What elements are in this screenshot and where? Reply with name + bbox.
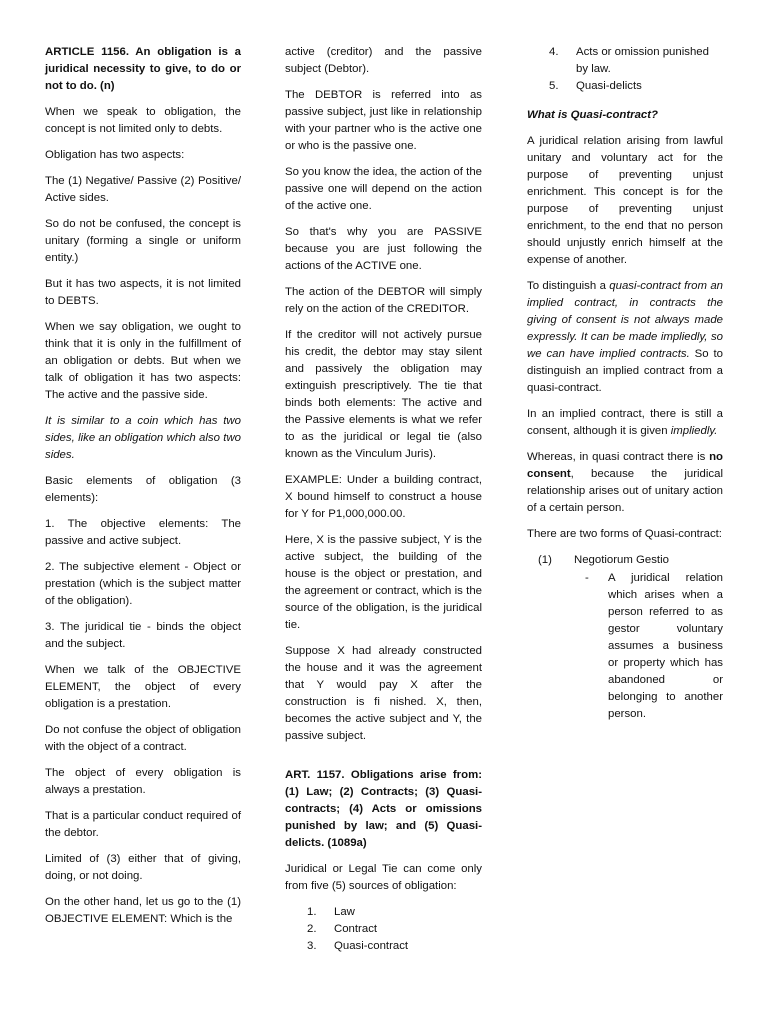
form-heading: (1) Negotiorum Gestio: [538, 554, 669, 566]
paragraph: Do not confuse the object of obligation with the object of a contract.: [45, 724, 241, 753]
paragraph: The (1) Negative/ Passive (2) Positive/ Active sides.: [45, 175, 241, 204]
paragraph: To distinguish a quasi-contract from an implied contract, in contracts the giving of consent is not always made expressly. It can be made impliedly, so we can have implied contracts. So to distinguish an implied contract from a quasi-contract.: [527, 280, 724, 394]
paragraph: A juridical relation arising from lawful unitary and voluntary act for the purpose of preventing unjust enrichment. This concept is for the purpose of preventing unjust enrichment, to the end that no person should unjustly enrich himself at the expense of another.: [527, 135, 723, 266]
column-left: [45, 44, 241, 937]
paragraph: Basic elements of obligation (3 elements):: [45, 475, 241, 504]
paragraph: There are two forms of Quasi-contract:: [527, 528, 722, 540]
paragraph: Obligation has two aspects:: [45, 149, 185, 161]
paragraph: Whereas, in quasi contract there is no consent, because the juridical relationship arises out of unitary action of a certain person.: [527, 451, 723, 514]
list-item: 3. Quasi-contract: [307, 940, 409, 952]
paragraph: The object of every obligation is always a prestation.: [45, 767, 241, 796]
paragraph: Here, X is the passive subject, Y is the active subject, the building of the house is the object or prestation, and the agreement or contract, which is the source of the obligation, is the juridical tie.: [285, 534, 482, 631]
column-right: [527, 44, 723, 723]
sources-list-continued: [549, 44, 723, 95]
paragraph: When we say obligation, we ought to think that it is only in the fulfillment of an obligation or debts. But when we talk of obligation it has two aspects: The active and the passive side.: [45, 321, 241, 401]
paragraph: That is a particular conduct required of the debtor.: [45, 810, 241, 839]
list-item: 4. Acts or omission punished by law.: [549, 46, 709, 75]
paragraph: So that's why you are PASSIVE because you are just following the actions of the ACTIVE one.: [285, 226, 482, 272]
paragraph: Limited of (3) either that of giving, doing, or not doing.: [45, 853, 241, 882]
column-middle: [285, 44, 482, 955]
paragraph: On the other hand, let us go to the (1) OBJECTIVE ELEMENT: Which is the: [45, 896, 241, 925]
paragraph: active (creditor) and the passive subject (Debtor).: [285, 46, 482, 75]
paragraph: When we talk of the OBJECTIVE ELEMENT, the object of every obligation is a prestation.: [45, 664, 241, 710]
paragraph: If the creditor will not actively pursue his credit, the debtor may stay silent and passively the obligation may extinguish prescriptively. The tie that binds both elements: The active and the Passive elements is what we refer to as the juridical or legal tie (also known as the Vinculum Juris).: [285, 329, 482, 460]
quasi-contract-forms: [538, 552, 723, 723]
list-item: 5. Quasi-delicts: [549, 80, 642, 92]
element-item: 2. The subjective element - Object or prestation (which is the subject matter of the obligation).: [45, 561, 241, 607]
paragraph: When we speak to obligation, the concept is not limited only to debts.: [45, 106, 241, 135]
paragraph: So do not be confused, the concept is unitary (forming a single or uniform entity.): [45, 218, 241, 264]
paragraph: Juridical or Legal Tie can come only from five (5) sources of obligation:: [285, 863, 482, 892]
element-item: 1. The objective elements: The passive and active subject.: [45, 518, 241, 547]
paragraph: The action of the DEBTOR will simply rely on the action of the CREDITOR.: [285, 286, 482, 315]
sources-list: [307, 904, 482, 955]
paragraph: In an implied contract, there is still a consent, although it is given impliedly.: [527, 408, 723, 437]
coin-analogy: It is similar to a coin which has two sides, like an obligation which also two sides.: [45, 415, 241, 461]
quasi-contract-heading: What is Quasi-contract?: [527, 109, 659, 121]
form-description: - A juridical relation which arises when a person referred to as gestor voluntary assumes a business or property which has abandoned or belonging to another person.: [585, 572, 723, 720]
element-item: 3. The juridical tie - binds the object and the subject.: [45, 621, 241, 650]
paragraph: But it has two aspects, it is not limited to DEBTS.: [45, 278, 241, 307]
article-1156-heading: ARTICLE 1156. An obligation is a juridical necessity to give, to do or not to do. (n): [45, 46, 241, 92]
paragraph: The DEBTOR is referred into as passive subject, just like in relationship with your partner who is the active one or who is the passive one.: [285, 89, 482, 152]
paragraph: So you know the idea, the action of the passive one will depend on the action of the active one.: [285, 166, 482, 212]
article-1157-heading: ART. 1157. Obligations arise from: (1) Law; (2) Contracts; (3) Quasi-contracts; (4) Acts or omissions punished by law; and (5) Quasi-delicts. (1089a): [285, 769, 482, 849]
list-item: 1. Law: [307, 906, 355, 918]
paragraph: Suppose X had already constructed the house and it was the agreement that Y would pay X after the construction is fi nished. X, then, becomes the active subject and Y, the passive subject.: [285, 645, 482, 742]
example-paragraph: EXAMPLE: Under a building contract, X bound himself to construct a house for Y for P1,000,000.00.: [285, 474, 482, 520]
list-item: 2. Contract: [307, 923, 378, 935]
